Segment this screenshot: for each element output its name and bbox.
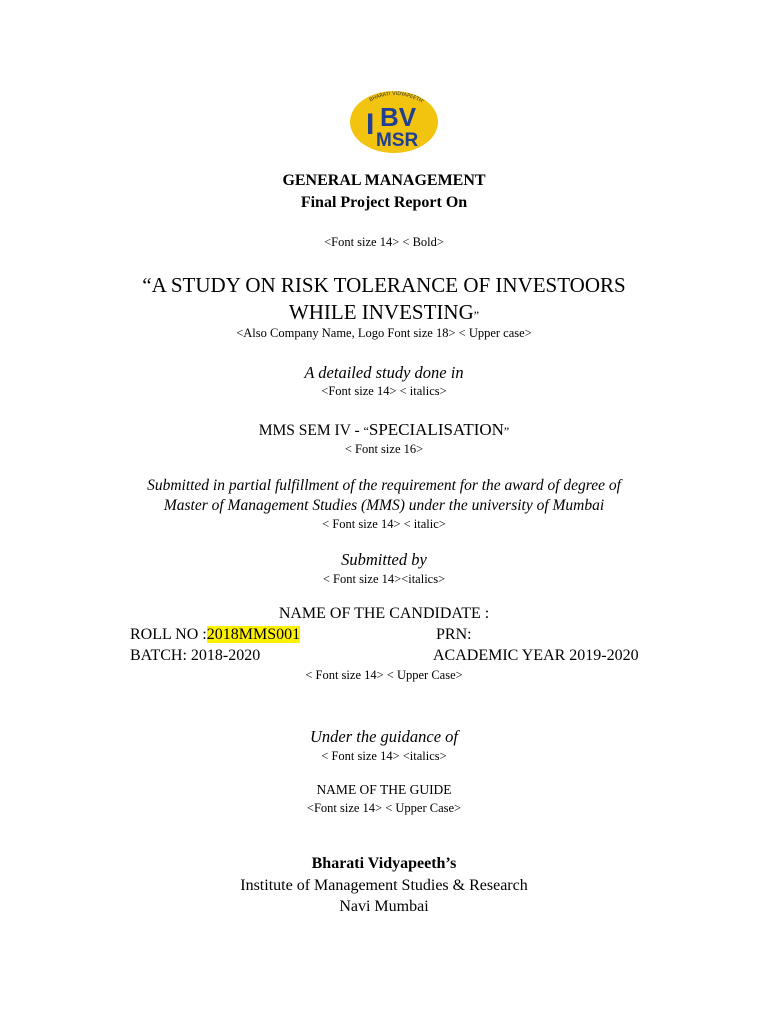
- institute-line1: Bharati Vidyapeeth’s: [311, 855, 457, 872]
- header-line2: Final Project Report On: [300, 194, 468, 211]
- header-line1: GENERAL MANAGEMENT: [282, 172, 486, 189]
- title-open-quote: “: [142, 273, 152, 297]
- guidance-note: < Font size 14> <italics>: [321, 749, 447, 763]
- logo-letters-bv: BV: [380, 102, 417, 132]
- study-text: A detailed study done in: [304, 363, 464, 382]
- roll-label: ROLL NO :: [130, 626, 207, 643]
- submitted-by-text: Submitted by: [341, 550, 427, 569]
- logo-letter-i: I: [366, 108, 375, 141]
- specialisation-note: < Font size 16>: [344, 442, 424, 456]
- specialisation-word: SPECIALISATION: [368, 420, 504, 439]
- header-note: <Font size 14> < Bold>: [324, 235, 444, 249]
- specialisation-close-quote: ”: [503, 424, 510, 438]
- candidate-note: < Font size 14> < Upper Case>: [305, 668, 463, 682]
- roll-value: 2018MMS001: [206, 626, 301, 643]
- title-note: <Also Company Name, Logo Font size 18> < Upper case>: [236, 326, 532, 340]
- project-title-line2: [0, 300, 768, 325]
- academic-year: ACADEMIC YEAR 2019-2020: [433, 647, 639, 664]
- institute-line3: Navi Mumbai: [339, 898, 429, 915]
- title-close-quote: ”: [473, 308, 480, 322]
- prn-label: PRN:: [436, 626, 472, 643]
- project-title-line1: [0, 273, 768, 298]
- study-note: <Font size 14> < italics>: [321, 384, 447, 398]
- specialisation-line: [0, 420, 768, 440]
- submission-line2: Master of Management Studies (MMS) under the university of Mumbai: [163, 497, 605, 514]
- submission-line1: Submitted in partial fulfillment of the requirement for the award of degree of: [147, 477, 621, 494]
- batch: BATCH: 2018-2020: [130, 647, 261, 664]
- bvimsr-logo: [344, 84, 444, 154]
- institute-line2: Institute of Management Studies & Research: [240, 877, 528, 894]
- guidance-text: Under the guidance of: [309, 727, 458, 746]
- guide-name: NAME OF THE GUIDE: [316, 782, 452, 797]
- specialisation-open-quote: “: [363, 424, 369, 438]
- guide-note: <Font size 14> < Upper Case>: [306, 801, 462, 815]
- submission-note: < Font size 14> < italic>: [322, 517, 446, 531]
- title-line2-text: WHILE INVESTING: [288, 300, 474, 324]
- logo-letters-msr: MSR: [376, 130, 419, 151]
- specialisation-prefix: MMS SEM IV -: [258, 422, 364, 439]
- roll-number: [130, 626, 300, 644]
- candidate-name-label: NAME OF THE CANDIDATE :: [278, 605, 490, 622]
- title-line1-text: A STUDY ON RISK TOLERANCE OF INVESTOORS: [151, 273, 626, 297]
- logo-arc-text: BHARATI VIDYAPEETH': [368, 90, 425, 106]
- submitted-by-note: < Font size 14><italics>: [322, 572, 446, 586]
